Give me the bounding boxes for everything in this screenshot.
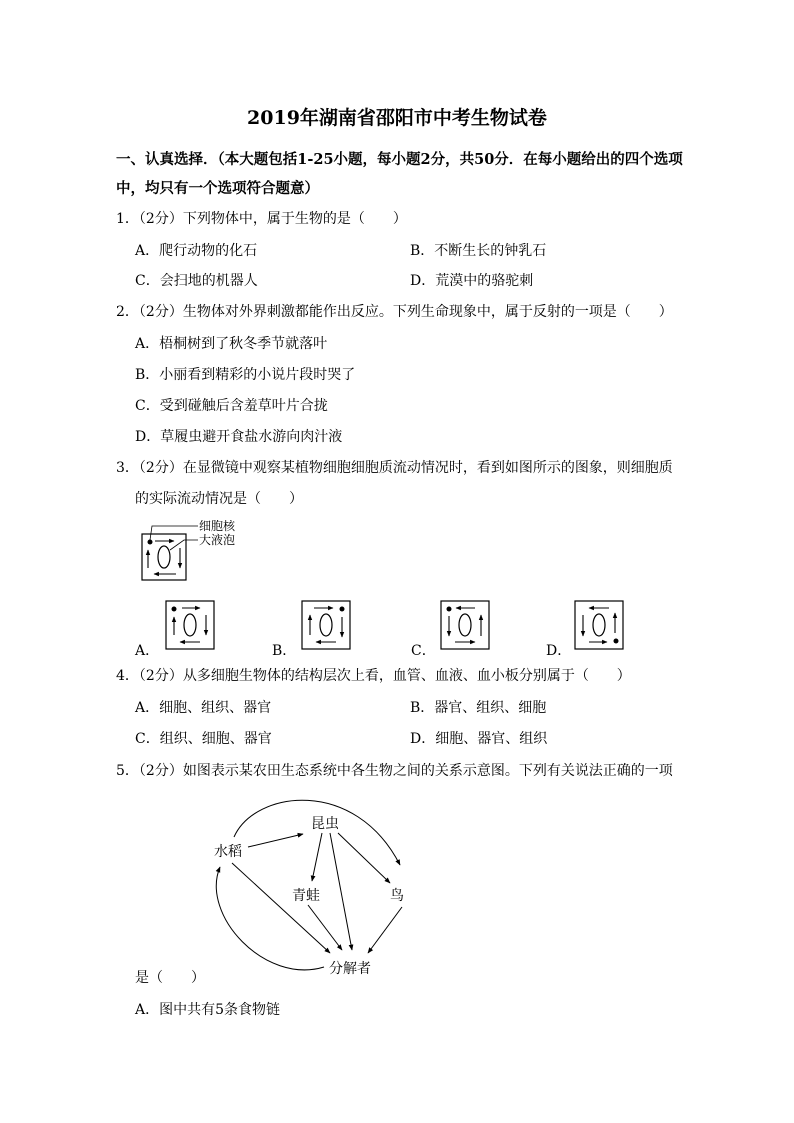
q4-option-a[interactable]: A．细胞、组织、器官 [135, 700, 272, 716]
q3-option-b[interactable]: B． [272, 643, 297, 659]
q5-food-web-diagram [190, 785, 430, 990]
q3-option-d-figure[interactable] [573, 599, 627, 651]
q4-option-b[interactable]: B．器官、组织、细胞 [410, 700, 547, 716]
node-decomposer: 分解者 [329, 961, 371, 977]
label-nucleus: 细胞核 [199, 520, 236, 533]
node-bird: 鸟 [390, 888, 404, 904]
q3-stem-line1: 3．（2分）在显微镜中观察某植物细胞细胞质流动情况时，看到如图所示的图象，则细胞质 [116, 460, 673, 476]
arrow-frog-decomposer [308, 905, 342, 950]
q1-stem: 1．（2分）下列物体中，属于生物的是（ ） [116, 211, 407, 227]
q1-option-b[interactable]: B．不断生长的钟乳石 [410, 243, 547, 259]
q3-option-b-figure[interactable] [300, 599, 354, 651]
q4-stem: 4．（2分）从多细胞生物体的结构层次上看，血管、血液、血小板分别属于（ ） [116, 668, 631, 684]
q2-option-d[interactable]: D．草履虫避开食盐水游向肉汁液 [135, 429, 343, 445]
q2-stem: 2．（2分）生物体对外界刺激都能作出反应。下列生命现象中，属于反射的一项是（ ） [116, 304, 673, 320]
section-heading: 一、认真选择．（本大题包括1-25小题，每小题2分，共50分．在每小题给出的四个选项 [116, 151, 683, 168]
q4-option-c[interactable]: C．组织、细胞、器官 [135, 731, 272, 747]
arrow-insect-bird [338, 833, 390, 883]
node-frog: 青蛙 [292, 888, 320, 904]
arrow-rice-decomposer [232, 863, 330, 953]
node-rice: 水稻 [214, 844, 242, 860]
q1-option-d[interactable]: D．荒漠中的骆驼刺 [410, 273, 534, 289]
arrow-insect-decomposer [330, 833, 352, 950]
q3-option-c[interactable]: C． [411, 643, 436, 659]
q3-option-a-figure[interactable] [164, 599, 218, 651]
label-vacuole: 大液泡 [199, 533, 236, 547]
node-insect: 昆虫 [311, 816, 339, 832]
section-heading-cont: 中，均只有一个选项符合题意） [116, 180, 319, 197]
arrow-decomposer-rice [216, 867, 324, 970]
q1-option-c[interactable]: C．会扫地的机器人 [135, 273, 258, 289]
q2-option-a[interactable]: A．梧桐树到了秋冬季节就落叶 [135, 336, 328, 352]
q5-stem-line1: 5．（2分）如图表示某农田生态系统中各生物之间的关系示意图。下列有关说法正确的一项 [116, 763, 673, 779]
q3-option-d[interactable]: D． [546, 643, 572, 659]
q1-option-a[interactable]: A．爬行动物的化石 [135, 243, 258, 259]
arrow-insect-frog [312, 833, 322, 881]
q3-cell-figure [138, 520, 248, 584]
q3-option-c-figure[interactable] [439, 599, 493, 651]
q5-stem-line2: 是（ ） [135, 970, 205, 986]
q5-option-a[interactable]: A．图中共有5条食物链 [135, 1002, 281, 1018]
page-title: 2019年湖南省邵阳市中考生物试卷 [247, 107, 547, 129]
q2-option-b[interactable]: B．小丽看到精彩的小说片段时哭了 [135, 367, 356, 383]
q4-option-d[interactable]: D．细胞、器官、组织 [410, 731, 548, 747]
arrow-bird-decomposer [368, 907, 402, 953]
q2-option-c[interactable]: C．受到碰触后含羞草叶片合拢 [135, 398, 328, 414]
q3-stem-line2: 的实际流动情况是（ ） [135, 491, 303, 507]
arrow-rice-insect [248, 834, 303, 847]
q3-option-a[interactable]: A． [135, 643, 160, 659]
